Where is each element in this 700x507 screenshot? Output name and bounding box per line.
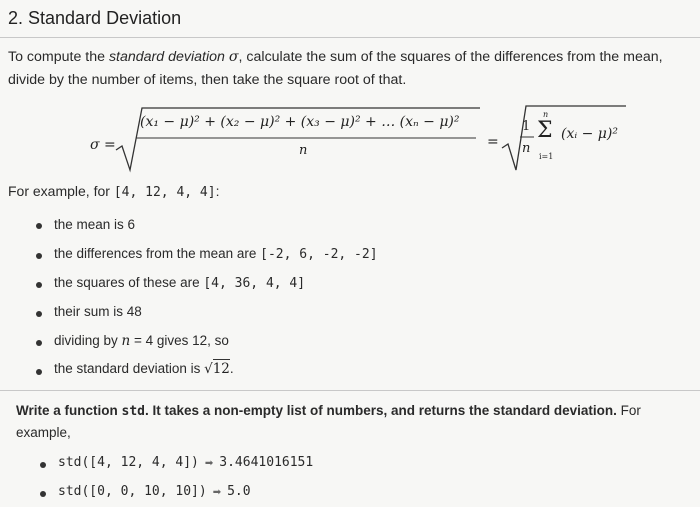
list-item [54,304,142,319]
task-for-example: For example, [16,403,641,440]
call-code: std([0, 0, 10, 10]) [58,484,207,499]
call-code: std([4, 12, 4, 4]) [58,455,199,470]
section-divider [0,390,700,391]
bullet-dot [36,369,42,375]
bullet-dot [40,491,46,497]
formula-frac-num: 1 [522,119,531,134]
diff-text: the differences from the mean are [54,246,261,261]
mean-text: the mean is 6 [54,217,136,232]
sum-sign: Σ [537,118,553,143]
formula-denominator: n [299,143,308,158]
call-line [58,454,313,470]
list-item [54,217,135,232]
section-title: 2. Standard Deviation [8,8,182,28]
formula-frac-den: n [522,141,531,156]
arrow-icon: ➡ [204,458,214,469]
squares-text: the squares of these are [54,275,204,290]
intro-text-end: , calculate the sum of the squares of the differences from the mean, divide by the number of items, then take the square root of that. [8,49,663,88]
formula-lhs: σ = [90,137,116,153]
sqrt-12: √12 [204,361,230,377]
bullet-dot [36,340,42,346]
sum-lower-limit: i=1 [539,152,554,161]
sd-text: the standard deviation is [54,361,205,376]
sigma-symbol: σ [228,49,239,65]
example-colon: : [215,183,220,199]
list-item [54,246,378,262]
call-result: 5.0 [227,484,251,499]
formula-numerator: (x₁ − μ)² + (x₂ − μ)² + (x₃ − μ)² + … (xₙ − μ)² [140,114,460,130]
diff-list: [-2, 6, -2, -2] [260,247,378,262]
task-description: . It takes a non-empty list of numbers, and returns the standard deviation. [145,403,617,418]
divide-n: n [121,333,131,349]
bullet-dot [36,311,42,317]
bullet-dot [36,282,42,288]
divide-text: dividing by [54,333,122,348]
intro-term: standard deviation [108,49,225,65]
sd-period: . [229,361,234,376]
intro-paragraph [8,46,696,92]
function-name: std [121,404,145,419]
formula-equals: = [487,134,499,150]
sum-term: (xᵢ − μ)² [561,126,618,142]
task-write: Write a function [16,403,122,418]
example-intro [8,183,219,200]
list-item [54,275,305,291]
call-result: 3.4641016151 [219,455,314,470]
bullet-dot [40,462,46,468]
example-list: [4, 12, 4, 4] [113,185,216,200]
title-divider [0,37,700,38]
list-item [54,361,234,377]
list-item [54,333,229,349]
arrow-icon: ➡ [212,487,222,498]
call-line [58,483,251,499]
example-intro-text: For example, for [8,183,114,199]
bullet-dot [36,253,42,259]
task-paragraph [16,400,696,443]
intro-text-start: To compute the [8,49,109,65]
sum-upper-limit: n [543,110,549,119]
divide-result: = 4 gives 12, so [130,333,229,348]
sqrt-radicand: 12 [212,361,230,377]
bullet-dot [36,223,42,229]
sum-text: their sum is 48 [54,304,142,319]
squares-list: [4, 36, 4, 4] [203,276,306,291]
